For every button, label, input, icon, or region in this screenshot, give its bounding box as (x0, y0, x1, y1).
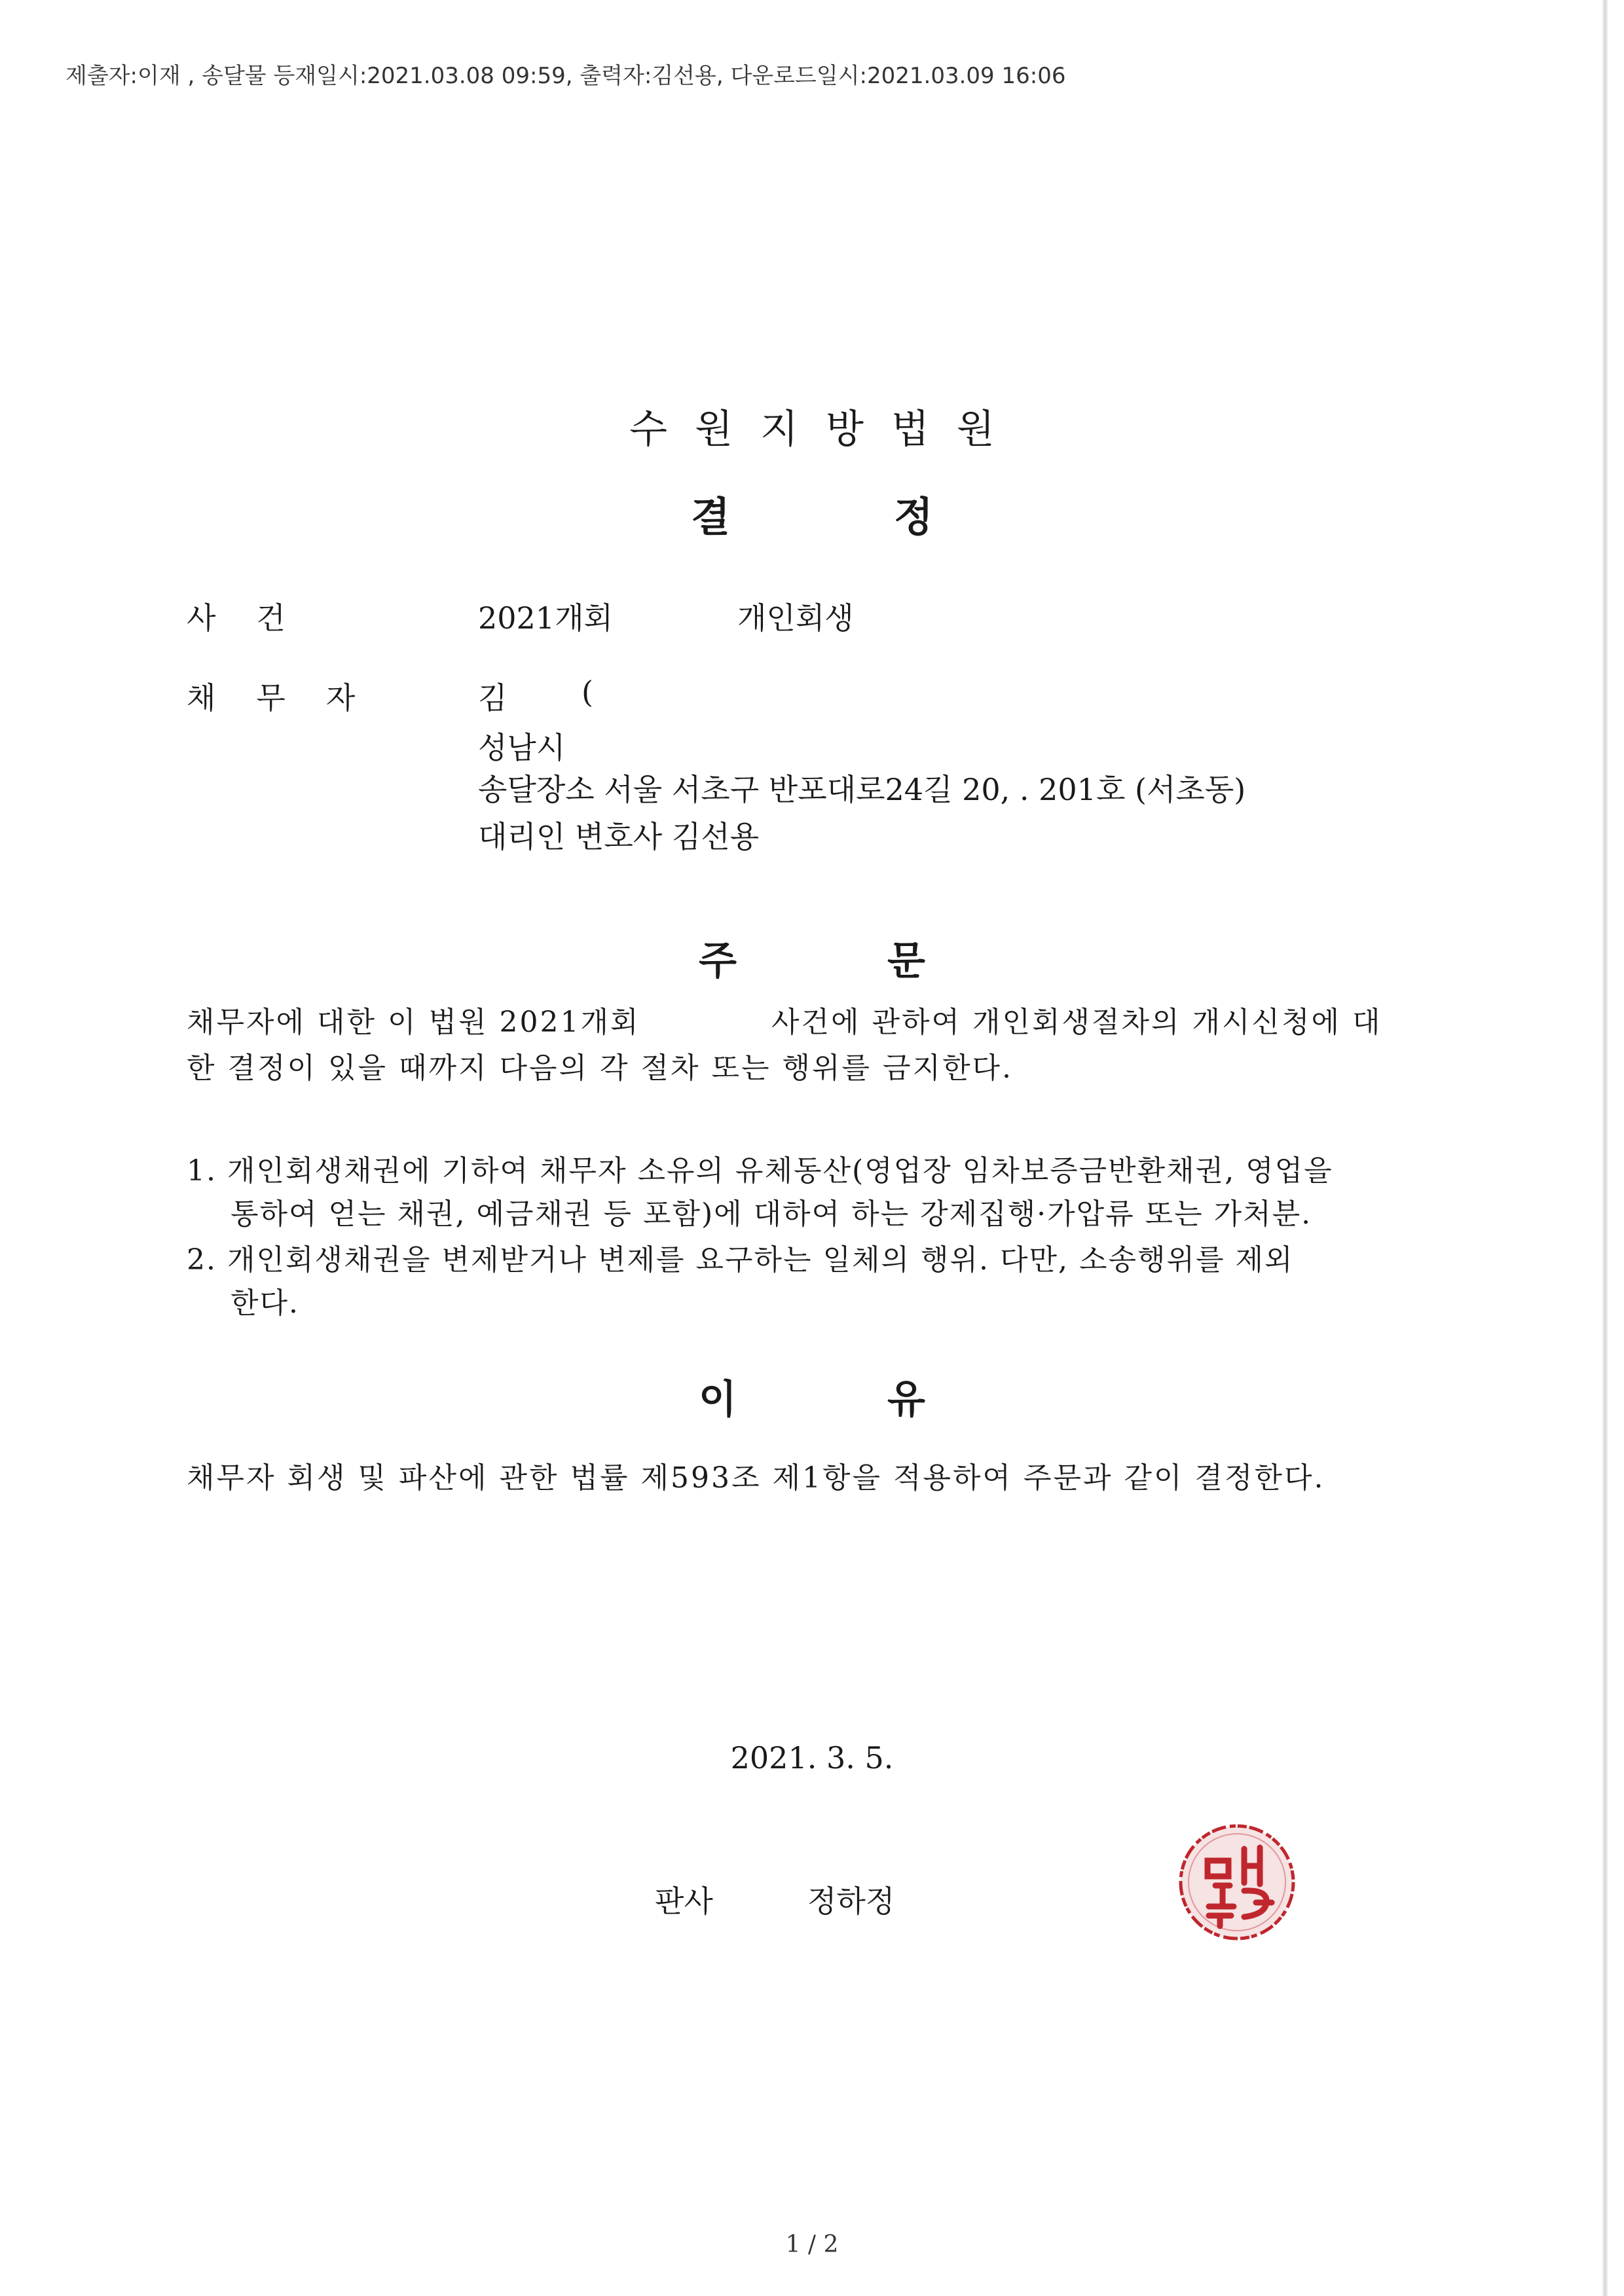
order-paragraph-line2: 한 결정이 있을 때까지 다음의 각 절차 또는 행위를 금지한다. (187, 1051, 1013, 1085)
judge-seal-stamp (1176, 1821, 1298, 1943)
reason-section-title: 이유 (699, 1377, 1076, 1423)
debtor-address: 성남시 (478, 730, 566, 765)
judge-label: 판사 (655, 1884, 713, 1919)
case-name: 개인회생 (737, 600, 854, 636)
order-paragraph-line1-b: 사건에 관하여 개인회생절차의 개시신청에 대 (771, 1006, 1382, 1039)
order-item-2-line2: 한다. (231, 1286, 299, 1320)
order-item-1-line2: 통하여 얻는 채권, 예금채권 등 포함)에 대하여 하는 강제집행·가압류 또는 가처분. (231, 1197, 1312, 1231)
case-number: 2021개회 (478, 600, 613, 636)
case-label: 사건 (187, 600, 326, 636)
order-paragraph-line1-a: 채무자에 대한 이 법원 2021개회 (187, 1006, 640, 1039)
debtor-agent: 대리인 변호사 김선용 (478, 819, 760, 854)
judge-name: 정하정 (807, 1884, 895, 1919)
decision-date: 2021. 3. 5. (730, 1740, 894, 1776)
court-name: 수원지방법원 (629, 407, 1022, 452)
order-item-1-line1: 1. 개인회생채권에 기하여 채무자 소유의 유체동산(영업장 임차보증금반환채권, 영업을 (187, 1154, 1333, 1188)
debtor-name: 김 (478, 680, 507, 716)
order-item-2-line1: 2. 개인회생채권을 변제받거나 변제를 요구하는 일체의 행위. 다만, 소송행위를 제외 (187, 1243, 1294, 1277)
debtor-label: 채무자 (187, 680, 396, 716)
debtor-paren: ( (581, 674, 593, 710)
scan-edge-shadow (1602, 0, 1608, 2296)
document-type-title: 결정 (691, 493, 1097, 541)
service-address: 송달장소 서울 서초구 반포대로24길 20, . 201호 (서초동) (478, 772, 1246, 807)
order-section-title: 주문 (699, 938, 1076, 984)
download-info-header: 제출자:이재 , 송달물 등재일시:2021.03.08 09:59, 출력자:김선용, 다운로드일시:2021.03.09 16:06 (65, 63, 1066, 89)
reason-text: 채무자 회생 및 파산에 관한 법률 제593조 제1항을 적용하여 주문과 같이 결정한다. (187, 1461, 1325, 1495)
page-number: 1 / 2 (785, 2231, 839, 2258)
